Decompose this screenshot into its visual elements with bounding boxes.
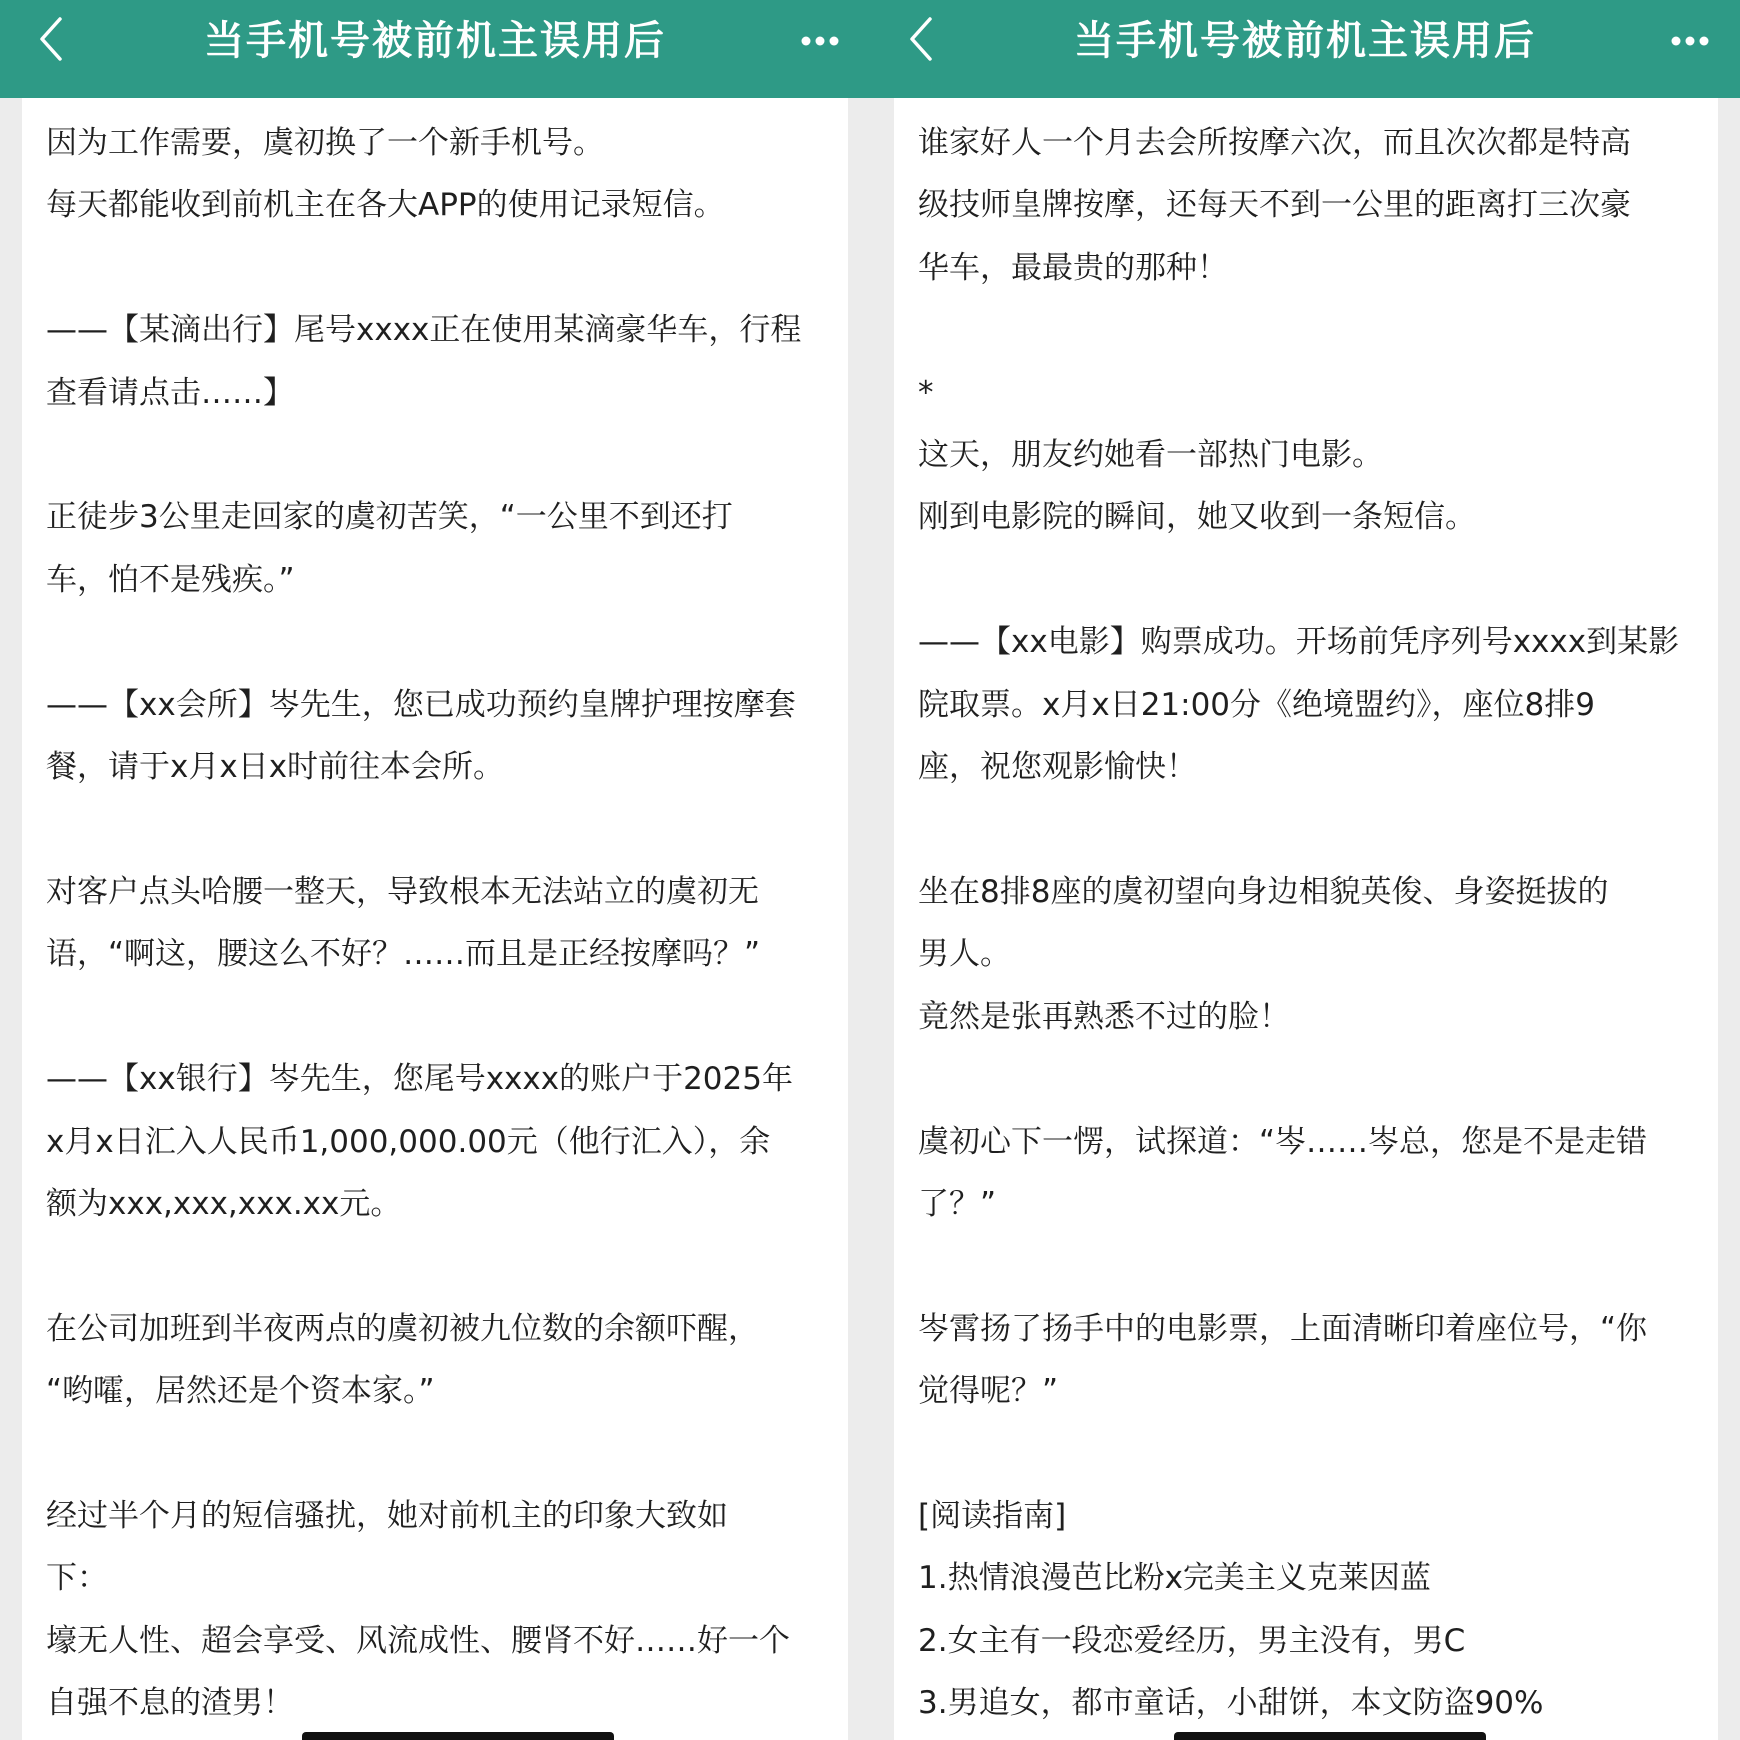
top-navigation-bar: [870, 0, 1740, 98]
text-line: [918, 1235, 1696, 1297]
text-line: 了？”: [918, 1185, 997, 1222]
text-line: 自强不息的渣男！: [46, 1685, 294, 1722]
text-line: [46, 1423, 826, 1485]
text-line: [918, 1048, 1696, 1110]
text-line: 语，“啊这，腰这么不好？……而且是正经按摩吗？”: [46, 936, 761, 973]
text-line: 2.女主有一段恋爱经历，男主没有，男C: [918, 1622, 1466, 1659]
text-line: [918, 1423, 1696, 1485]
chevron-left-icon: [906, 15, 936, 63]
text-line: [46, 986, 826, 1048]
article-body: [894, 98, 1718, 1735]
text-line: 壕无人性、超会享受、风流成性、腰肾不好……好一个: [46, 1622, 790, 1659]
text-line: ——【xx银行】岑先生，您尾号xxxx的账户于2025年: [46, 1061, 793, 1098]
text-line: 对客户点头哈腰一整天，导致根本无法站立的虞初无: [46, 873, 759, 910]
page-title: 当手机号被前机主误用后: [1074, 18, 1536, 64]
more-horizontal-icon: [800, 35, 840, 47]
text-line: [46, 798, 826, 860]
article-page[interactable]: [894, 98, 1718, 1740]
text-line: 岑霄扬了扬手中的电影票，上面清晰印着座位号，“你: [918, 1310, 1648, 1347]
text-line: 院取票。x月x日21:00分《绝境盟约》，座位8排9: [918, 686, 1595, 723]
text-line: [阅读指南]: [918, 1497, 1067, 1534]
more-button[interactable]: [1662, 24, 1718, 58]
text-line: 竟然是张再熟悉不过的脸！: [918, 998, 1290, 1035]
top-navigation-bar: [0, 0, 870, 98]
article-body: [22, 98, 848, 1735]
page-title: 当手机号被前机主误用后: [204, 18, 666, 64]
text-line: 餐，请于x月x日x时前往本会所。: [46, 749, 505, 786]
text-line: 查看请点击……】: [46, 374, 294, 411]
home-indicator[interactable]: [1174, 1732, 1486, 1740]
text-line: 坐在8排8座的虞初望向身边相貌英俊、身姿挺拔的: [918, 873, 1609, 910]
text-line: 经过半个月的短信骚扰，她对前机主的印象大致如: [46, 1497, 728, 1534]
more-button[interactable]: [792, 24, 848, 58]
text-line: 下：: [46, 1560, 108, 1597]
text-line: x月x日汇入人民币1,000,000.00元（他行汇入），余: [46, 1123, 771, 1160]
chevron-left-icon: [36, 15, 66, 63]
text-line: 刚到电影院的瞬间，她又收到一条短信。: [918, 499, 1476, 536]
text-line: 因为工作需要，虞初换了一个新手机号。: [46, 125, 604, 161]
text-line: [46, 611, 826, 673]
text-line: 3.男追女，都市童话，小甜饼，本文防盗90%: [918, 1685, 1544, 1722]
text-line: 1.热情浪漫芭比粉x完美主义克莱因蓝: [918, 1560, 1431, 1597]
text-line: ——【xx电影】购票成功。开场前凭序列号xxxx到某影: [918, 624, 1680, 661]
text-line: 觉得呢？”: [918, 1373, 1059, 1410]
text-line: ——【某滴出行】尾号xxxx正在使用某滴豪华车，行程: [46, 312, 802, 349]
text-line: [918, 299, 1696, 361]
right-reader-screen: [870, 0, 1740, 1740]
back-button[interactable]: [26, 14, 76, 64]
text-line: 华车，最最贵的那种！: [918, 249, 1228, 286]
text-line: 额为xxx,xxx,xxx.xx元。: [46, 1185, 402, 1222]
text-line: *: [918, 374, 934, 411]
back-button[interactable]: [896, 14, 946, 64]
text-line: ——【xx会所】岑先生，您已成功预约皇牌护理按摩套: [46, 686, 796, 723]
text-line: “哟嚯，居然还是个资本家。”: [46, 1373, 435, 1410]
text-line: 级技师皇牌按摩，还每天不到一公里的距离打三次豪: [918, 187, 1631, 224]
text-line: 正徒步3公里走回家的虞初苦笑，“一公里不到还打: [46, 499, 733, 536]
text-line: [46, 1235, 826, 1297]
text-line: 这天，朋友约她看一部热门电影。: [918, 437, 1383, 474]
text-line: 男人。: [918, 936, 1011, 973]
text-line: [918, 549, 1696, 611]
text-line: 谁家好人一个月去会所按摩六次，而且次次都是特高: [918, 125, 1631, 161]
text-line: 每天都能收到前机主在各大APP的使用记录短信。: [46, 187, 725, 224]
text-line: 车，怕不是残疾。”: [46, 561, 295, 598]
text-line: [46, 424, 826, 486]
text-line: 在公司加班到半夜两点的虞初被九位数的余额吓醒，: [46, 1310, 759, 1347]
text-line: 虞初心下一愣，试探道：“岑……岑总，您是不是走错: [918, 1123, 1648, 1160]
more-horizontal-icon: [1670, 35, 1710, 47]
article-page[interactable]: [22, 98, 848, 1740]
home-indicator[interactable]: [302, 1732, 614, 1740]
text-line: 座，祝您观影愉快！: [918, 749, 1197, 786]
text-line: [918, 798, 1696, 860]
text-line: [46, 237, 826, 299]
